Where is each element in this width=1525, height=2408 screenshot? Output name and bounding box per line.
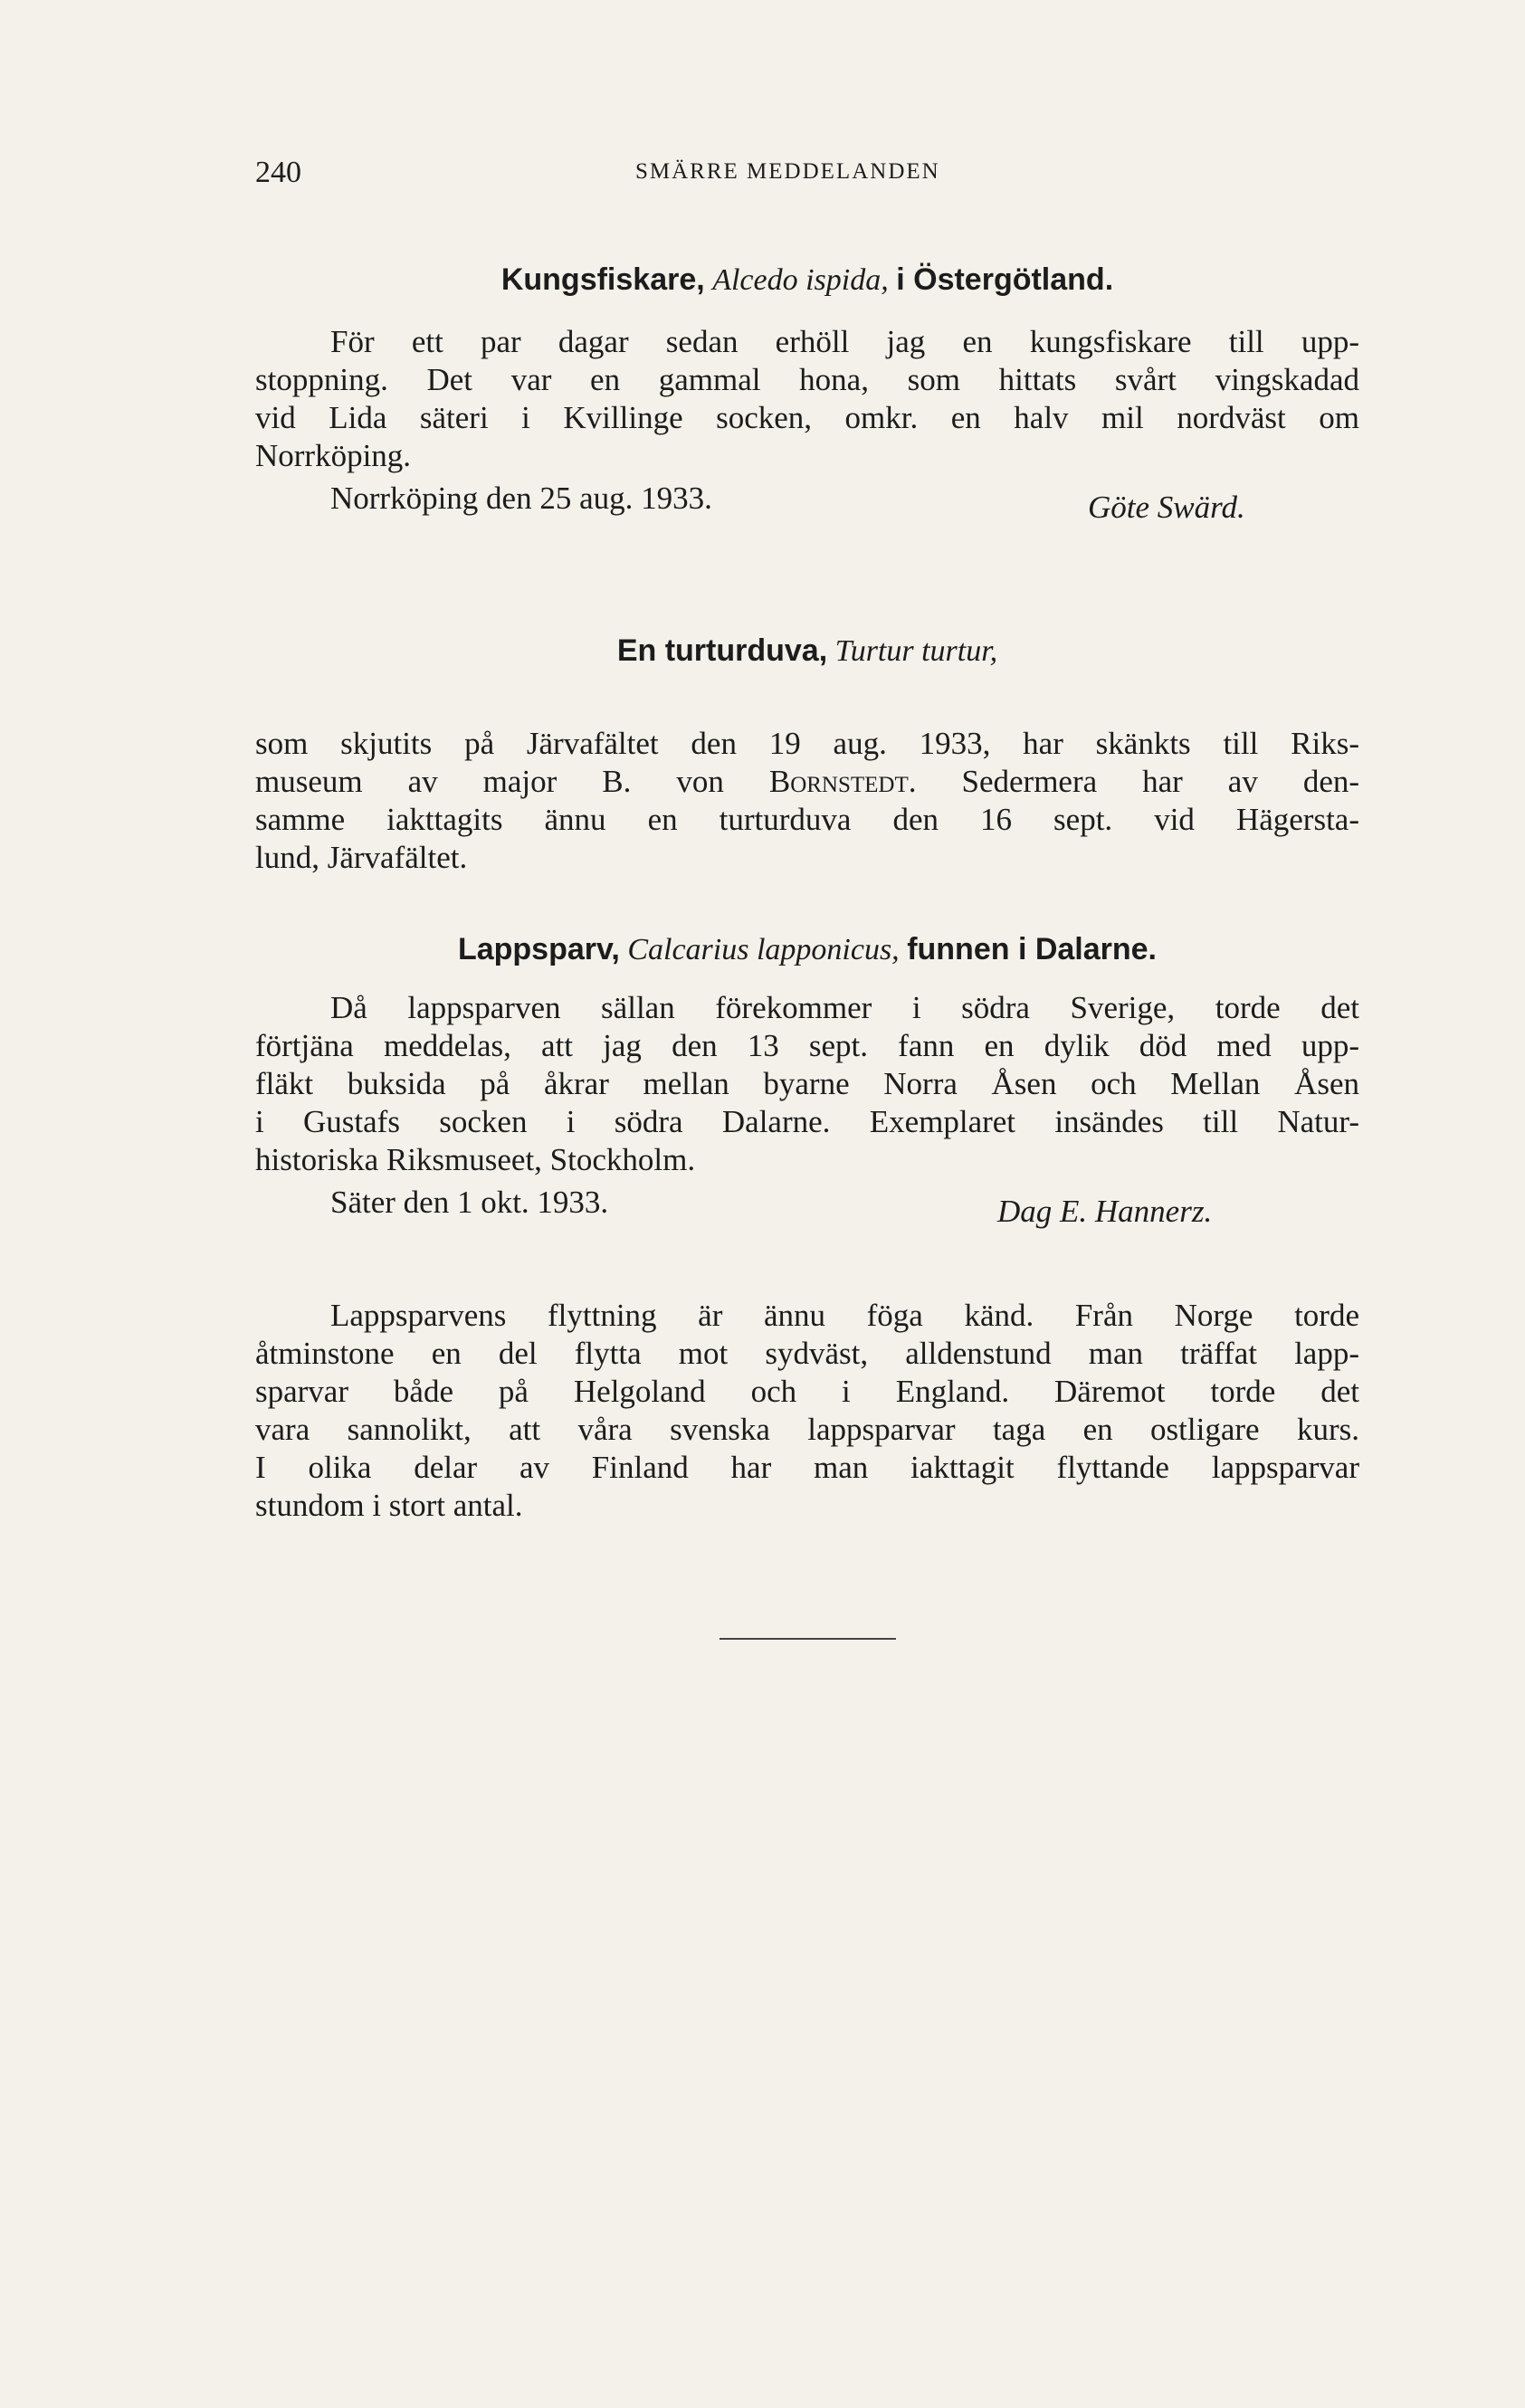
body-line: förtjäna meddelas, att jag den 13 sept. fann en dylik död med upp-: [255, 1028, 1359, 1063]
body-line: i Gustafs socken i södra Dalarne. Exemplaret insändes till Natur-: [255, 1104, 1359, 1139]
article-kungsfiskare: [255, 262, 1359, 526]
body-text: Sedermera har av den-: [961, 764, 1360, 799]
running-title: SMÄRRE MEDDELANDEN: [635, 159, 940, 184]
body-line: lund, Järvafältet.: [255, 840, 468, 875]
signature-line: [255, 481, 1359, 526]
title-lead: En turturduva,: [616, 633, 828, 668]
article-body: [255, 989, 1359, 1179]
running-head: [255, 156, 1359, 201]
author-signature: Dag E. Hannerz.: [997, 1194, 1213, 1229]
author-signature: Göte Swärd.: [1088, 490, 1245, 525]
body-text: museum av major B. von: [255, 764, 724, 799]
article-lappsparv: [255, 932, 1359, 1230]
body-line: Lappsparvens flyttning är ännu föga känd. Från Norge torde: [330, 1298, 1359, 1333]
title-lead: Kungsfiskare,: [500, 262, 705, 297]
body-line: Då lappsparven sällan förekommer i södra Sverige, torde det: [330, 990, 1359, 1025]
article-body: [255, 323, 1359, 475]
place-date: Säter den 1 okt. 1933.: [330, 1185, 609, 1220]
body-line: sparvar både på Helgoland och i England. Däremot torde det: [255, 1374, 1359, 1409]
title-tail: funnen i Dalarne.: [907, 932, 1158, 966]
place-date: Norrköping den 25 aug. 1933.: [330, 481, 712, 516]
person-name: Bornstedt.: [768, 764, 917, 799]
note-body: [255, 1297, 1359, 1525]
signature-line: [255, 1185, 1359, 1230]
body-line: stoppning. Det var en gammal hona, som hittats svårt vingskadad: [255, 362, 1359, 397]
body-line: historiska Riksmuseet, Stockholm.: [255, 1142, 696, 1177]
article-title: [255, 262, 1359, 298]
title-species: Calcarius lapponicus,: [627, 933, 900, 966]
article-title: [255, 633, 1359, 669]
section-divider: [720, 1638, 896, 1640]
body-line: Norrköping.: [255, 438, 412, 473]
article-body: [255, 725, 1359, 877]
title-lead: Lappsparv,: [457, 932, 620, 966]
body-line: som skjutits på Järvafältet den 19 aug. 1933, har skänkts till Riks-: [255, 726, 1359, 761]
body-line-composite: [255, 763, 1359, 801]
body-line: vid Lida säteri i Kvillinge socken, omkr. en halv mil nordväst om: [255, 400, 1359, 435]
title-species: Turtur turtur,: [834, 634, 998, 668]
body-line: För ett par dagar sedan erhöll jag en kungsfiskare till upp-: [330, 324, 1359, 359]
article-title: [255, 932, 1359, 967]
editor-note: [255, 1297, 1359, 1525]
title-tail: i Östergötland.: [896, 262, 1114, 297]
article-turturduva: [255, 633, 1359, 877]
title-species: Alcedo ispida,: [712, 263, 889, 297]
body-line: åtminstone en del flytta mot sydväst, alldenstund man träffat lapp-: [255, 1336, 1359, 1371]
body-line: stundom i stort antal.: [255, 1488, 523, 1523]
body-line: vara sannolikt, att våra svenska lappsparvar taga en ostligare kurs.: [255, 1412, 1359, 1447]
body-line: fläkt buksida på åkrar mellan byarne Norra Åsen och Mellan Åsen: [255, 1066, 1359, 1101]
page-number: 240: [255, 156, 301, 189]
body-line: samme iakttagits ännu en turturduva den 16 sept. vid Hägersta-: [255, 802, 1359, 837]
body-line: I olika delar av Finland har man iakttagit flyttande lappsparvar: [255, 1450, 1359, 1485]
